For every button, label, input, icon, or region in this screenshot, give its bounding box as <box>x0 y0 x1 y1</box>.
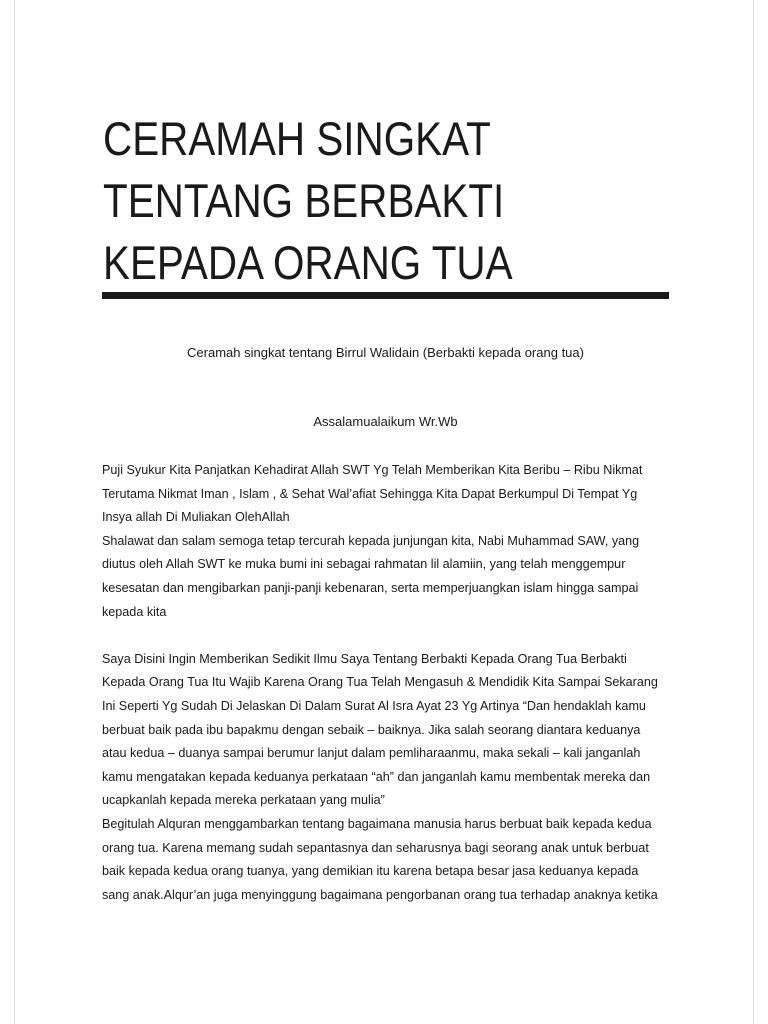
text-line: berbuat baik pada ibu bapakmu dengan sebaik – baiknya. Jika salah seorang diantara keduanya <box>102 722 641 737</box>
text-line: Puji Syukur Kita Panjatkan Kehadirat Allah SWT Yg Telah Memberikan Kita Beribu – Ribu Nikmat <box>102 463 643 477</box>
text-line: Insya allah Di Muliakan OlehAllah <box>102 510 290 525</box>
text-line: Ini Seperti Yg Sudah Di Jelaskan Di Dalam Surat Al Isra Ayat 23 Yg Artinya “Dan hendaklah kamu <box>102 698 646 713</box>
document-subtitle: Ceramah singkat tentang Birrul Walidain (Berbakti kepada orang tua) <box>187 345 584 360</box>
document-title <box>103 108 602 294</box>
paragraph-main <box>102 648 677 813</box>
text-line: ucapkanlah kepada mereka perkataan yang mulia” <box>102 793 385 808</box>
text-line: diutus oleh Allah SWT ke muka bumi ini sebagai rahmatan lil alamiin, yang telah menggempur <box>102 557 626 572</box>
text-line: kesesatan dan mengibarkan panji-panji kebenaran, serta memperjuangkan islam hingga sampai <box>102 580 639 595</box>
greeting-text: Assalamualaikum Wr.Wb <box>313 414 458 429</box>
document-page <box>14 0 754 1024</box>
text-line: Kepada Orang Tua Itu Wajib Karena Orang Tua Telah Mengasuh & Mendidik Kita Sampai Sekarang <box>102 675 658 690</box>
text-line: kamu mengatakan kepada keduanya perkataan “ah” dan janganlah kamu membentak mereka dan <box>102 769 651 784</box>
text-line: Shalawat dan salam semoga tetap tercurah kepada junjungan kita, Nabi Muhammad SAW, yang <box>102 533 640 548</box>
text-line: Saya Disini Ingin Memberikan Sedikit Ilmu Saya Tentang Berbakti Kepada Orang Tua Berbakti <box>102 651 627 666</box>
text-line: Begitulah Alquran menggambarkan tentang bagaimana manusia harus berbuat baik kepada kedua <box>102 816 652 831</box>
document-body <box>102 459 677 907</box>
paragraph-shalawat <box>102 530 677 624</box>
title-line: TENTANG BERBAKTI <box>103 174 505 227</box>
paragraph-gap <box>102 624 677 648</box>
text-line: baik kepada kedua orang tuanya, yang demikian itu karena betapa besar jasa keduanya kepada <box>102 864 639 879</box>
text-line: kepada kita <box>102 604 167 619</box>
paragraph-opening <box>102 459 677 530</box>
text-line: atau kedua – duanya sampai berumur lanjut dalam pemliharaanmu, maka sekali – kali janganlah <box>102 746 641 761</box>
text-line: Terutama Nikmat Iman , Islam , & Sehat Wal’afiat Sehingga Kita Dapat Berkumpul Di Tempat Yg <box>102 486 638 501</box>
title-line: CERAMAH SINGKAT <box>103 112 491 165</box>
text-line: orang tua. Karena memang sudah sepantasnya dan seharusnya bagi seorang anak untuk berbuat <box>102 840 649 855</box>
paragraph-alquran <box>102 813 677 907</box>
text-line: sang anak.Alqur’an juga menyinggung bagaimana pengorbanan orang tua terhadap anaknya ketika <box>102 887 658 902</box>
title-line: KEPADA ORANG TUA <box>103 236 513 289</box>
title-divider <box>102 292 669 299</box>
